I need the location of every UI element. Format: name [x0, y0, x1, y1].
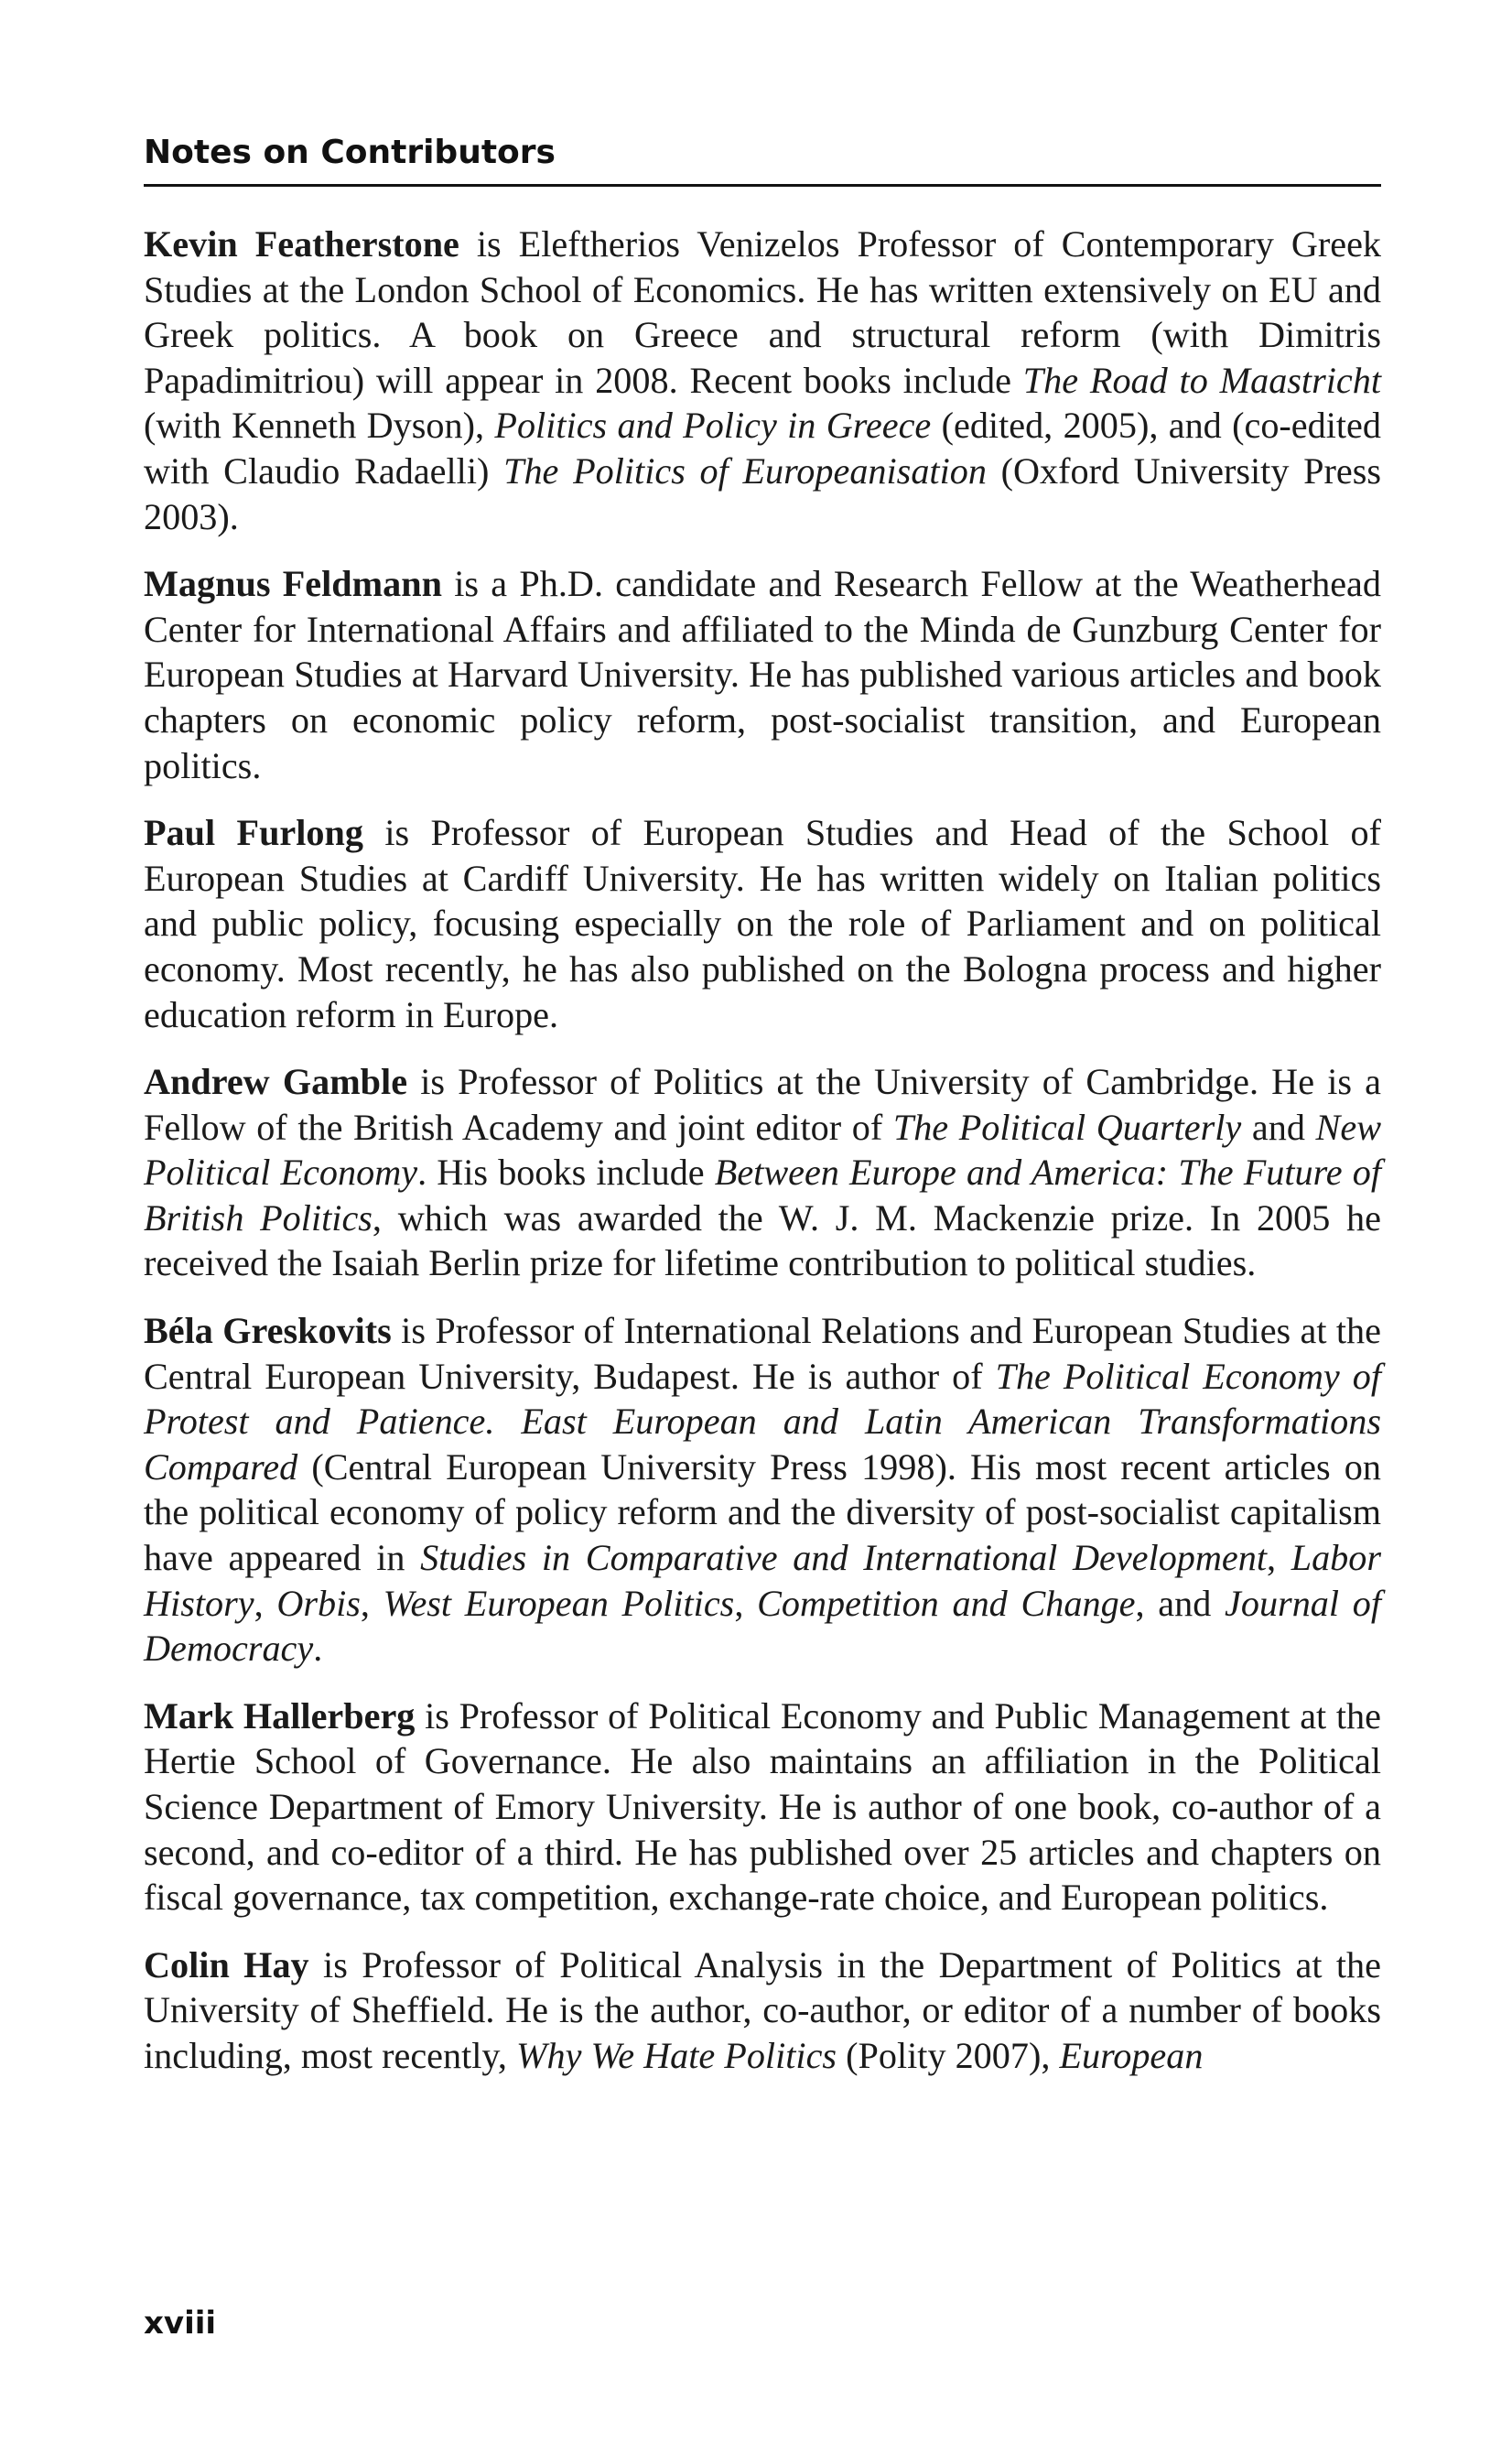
contributor-bio: (edited, 2005), and (co-edited with Claudio Radaelli) [144, 405, 1381, 492]
journal-title: New Political Economy [144, 1106, 1381, 1194]
journal-title: West European Politics [383, 1582, 735, 1624]
book-title: Why We Hate Politics [516, 2034, 837, 2076]
contributor-entry-hallerberg [144, 1693, 1381, 1920]
contributor-entry-greskovits [144, 1308, 1381, 1672]
contributor-entry-gamble [144, 1059, 1381, 1286]
contributor-bio: (with Kenneth Dyson), [144, 405, 495, 447]
book-title: Between Europe and America: The Future of British Politics [144, 1152, 1381, 1239]
contributor-bio: and [1241, 1106, 1316, 1148]
contributor-bio: is Eleftherios Venizelos Professor of Contemporary Greek Studies at the London School of Economics. He has written extensively on EU and Greek politics. A book on Greece and structural reform (with Dimitris Papadimitriou) will appear in 2008. Recent books include [144, 223, 1381, 401]
contributor-bio: , [360, 1582, 383, 1624]
contributor-entry-furlong [144, 810, 1381, 1037]
journal-title: The Political Quarterly [892, 1106, 1242, 1148]
contributors-list [144, 222, 1381, 2101]
journal-title: Studies in Comparative and International Development [420, 1537, 1267, 1579]
contributor-bio: , which was awarded the W. J. M. Mackenzie prize. In 2005 he received the Isaiah Berlin prize for lifetime contribution to political studies. [144, 1196, 1381, 1284]
contributor-bio: (Central European University Press 1998). His most recent articles on the political economy of policy reform and the diversity of post-socialist capitalism have appeared in [144, 1445, 1381, 1579]
book-title: Politics and Policy in Greece [494, 405, 932, 447]
contributor-bio: is a Ph.D. candidate and Research Fellow at the Weatherhead Center for International Affairs and affiliated to the Minda de Gunzburg Center for European Studies at Harvard University. He has published various articles and book chapters on economic policy reform, post-socialist transition, and European politics. [144, 563, 1381, 786]
contributor-bio: is Professor of Political Analysis in the Department of Politics at the University of Sheffield. He is the author, co-author, or editor of a number of books including, most recently, [144, 1943, 1381, 2076]
book-title: The Politics of Europeanisation [503, 449, 987, 492]
contributor-name: Colin Hay [144, 1943, 309, 1985]
header-rule [144, 184, 1381, 187]
contributor-bio: is Professor of International Relations and European Studies at the Central European University, Budapest. He is author of [144, 1310, 1381, 1397]
contributor-entry-hay [144, 1942, 1381, 2079]
contributor-bio: . [313, 1628, 323, 1670]
contributor-name: Béla Greskovits [144, 1310, 392, 1352]
contributor-name: Paul Furlong [144, 812, 363, 854]
book-title: European [1059, 2034, 1204, 2076]
journal-title: Competition and Change [757, 1582, 1136, 1624]
contributor-entry-feldmann [144, 561, 1381, 788]
contributor-bio: is Professor of Politics at the University of Cambridge. He is a Fellow of the British Academy and joint editor of [144, 1061, 1381, 1148]
journal-title: Journal of Democracy [144, 1582, 1382, 1670]
journal-title: Orbis [276, 1582, 361, 1624]
page-number: xviii [144, 2305, 217, 2342]
contributor-name: Magnus Feldmann [144, 563, 442, 605]
contributor-bio: , [254, 1582, 277, 1624]
book-title: The Road to Maastricht [1022, 359, 1381, 401]
contributor-bio: (Oxford University Press 2003). [144, 449, 1381, 537]
contributor-bio: , [734, 1582, 758, 1624]
contributor-name: Andrew Gamble [144, 1061, 408, 1103]
contributor-bio: . His books include [417, 1152, 715, 1194]
contributor-bio: (Polity 2007), [837, 2034, 1060, 2076]
contributor-bio: is Professor of Political Economy and Public Management at the Hertie School of Governance. He also maintains an affiliation in the Political Science Department of Emory University. He is author of one book, co-author of a second, and co-editor of a third. He has published over 25 articles and chapters on fiscal governance, tax competition, exchange-rate choice, and European politics. [144, 1694, 1381, 1919]
contributor-bio: is Professor of European Studies and Head of the School of European Studies at Cardiff University. He has written widely on Italian politics and public policy, focusing especially on the role of Parliament and on political economy. Most recently, he has also published on the Bologna process and higher education reform in Europe. [144, 812, 1381, 1035]
running-head: Notes on Contributors [144, 134, 556, 171]
book-title: The Political Economy of Protest and Patience. East European and Latin American Transformations Compared [144, 1355, 1382, 1488]
journal-title: Labor History [144, 1537, 1381, 1624]
contributor-entry-featherstone [144, 222, 1381, 539]
contributor-name: Kevin Featherstone [144, 223, 459, 265]
contributor-name: Mark Hallerberg [144, 1694, 416, 1737]
contributor-bio: , and [1135, 1582, 1226, 1624]
contributor-bio: , [1267, 1537, 1291, 1579]
